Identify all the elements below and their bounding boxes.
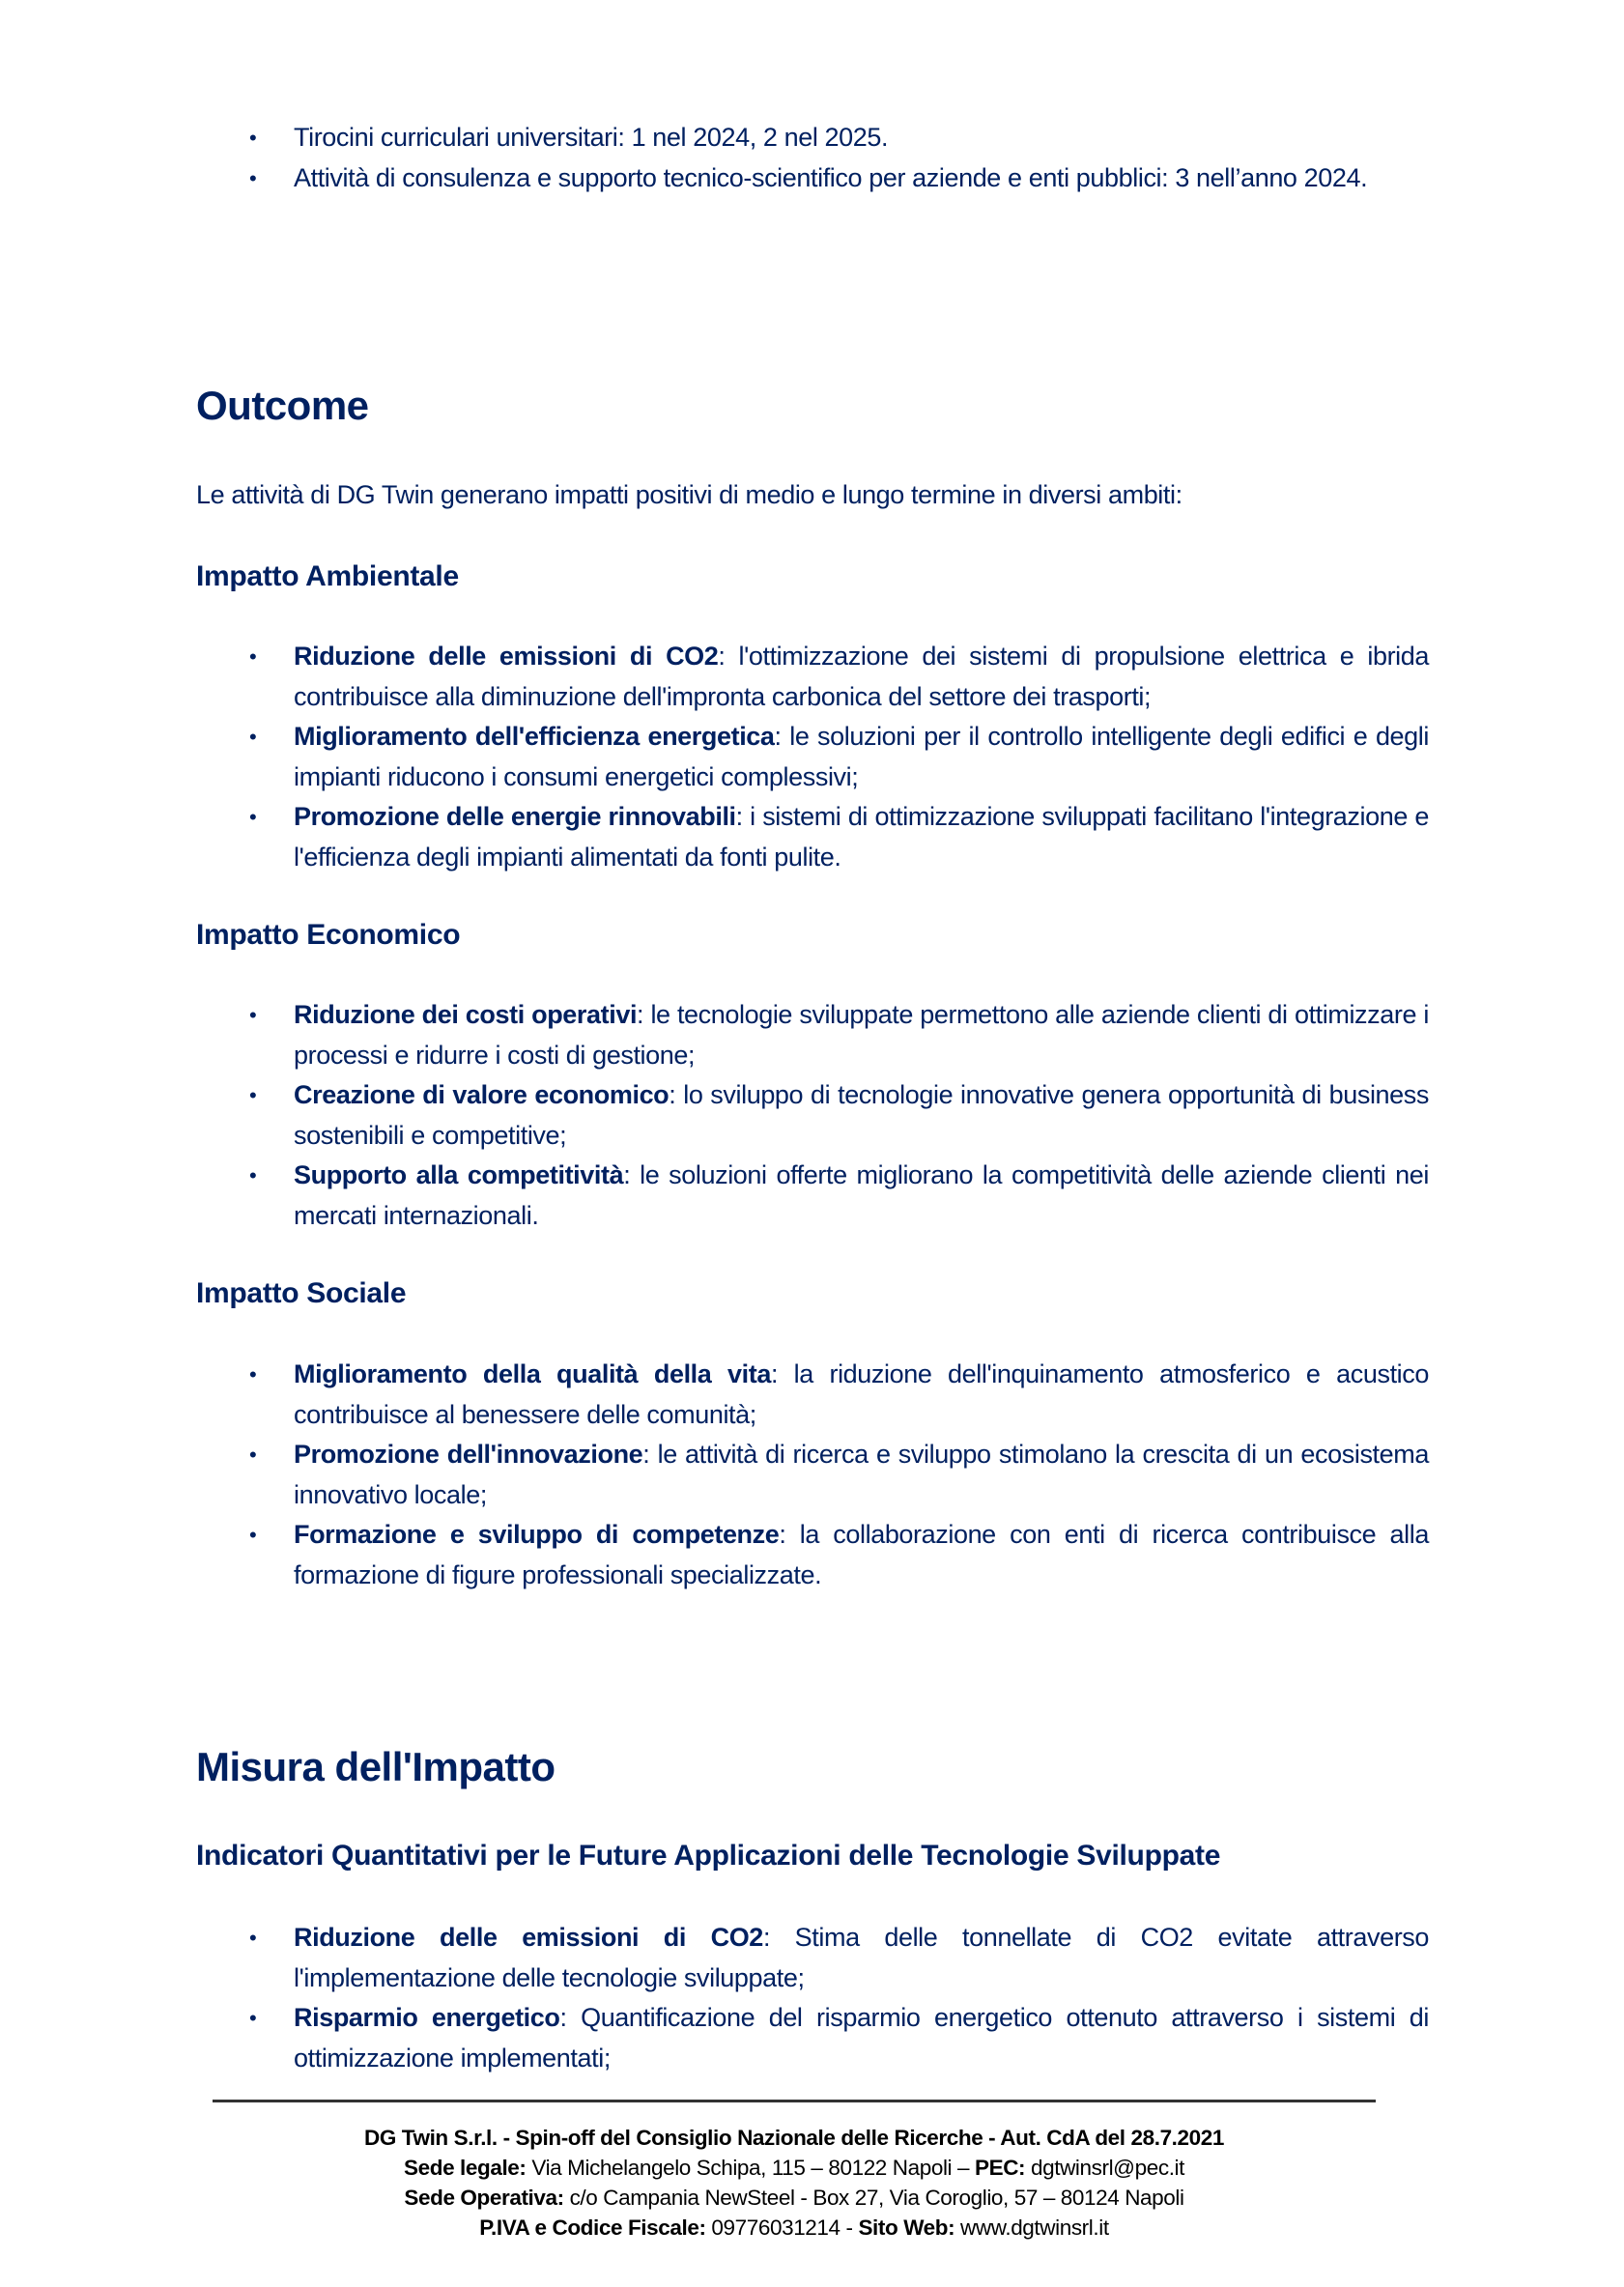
footer-vat-number: 09776031214 - xyxy=(705,2216,859,2240)
list-item xyxy=(196,717,1429,797)
list-item xyxy=(196,995,1429,1075)
list-item-text: : i sistemi di ottimizzazione sviluppati facilitano l'integrazione e l'efficienza degli impianti alimentati da fonti pulite. xyxy=(294,802,1429,872)
footer-legal-address-line xyxy=(213,2153,1376,2183)
footer-label: P.IVA e Codice Fiscale: xyxy=(479,2216,706,2240)
bullet-icon: • xyxy=(249,805,257,829)
bullet-icon: • xyxy=(249,2006,257,2030)
footer-website-link[interactable]: www.dgtwinsrl.it xyxy=(954,2216,1109,2240)
footer-company-line xyxy=(213,2123,1376,2153)
list-item-text: : la collaborazione con enti di ricerca contribuisce alla formazione di figure professionali specializzate. xyxy=(294,1520,1429,1589)
footer-label: Sito Web: xyxy=(858,2216,955,2240)
bullet-icon: • xyxy=(249,1083,257,1107)
misura-subheading: Indicatori Quantitativi per le Future Applicazioni delle Tecnologie Sviluppate xyxy=(196,1840,1221,1872)
list-item-term: Riduzione dei costi operativi xyxy=(294,1000,638,1029)
bullet-icon: • xyxy=(249,126,257,150)
misura-heading: Misura dell'Impatto xyxy=(196,1744,556,1789)
list-item xyxy=(196,1918,1429,1998)
list-item-text: : Quantificazione del risparmio energetico ottenuto attraverso i sistemi di ottimizzazione implementati; xyxy=(294,2003,1430,2073)
outcome-heading: Outcome xyxy=(196,383,369,428)
list-item-text: : lo sviluppo di tecnologie innovative genera opportunità di business sostenibili e competitive; xyxy=(294,1080,1429,1150)
bullet-icon: • xyxy=(249,644,257,669)
footer-operative-address: c/o Campania NewSteel - Box 27, Via Coroglio, 57 – 80124 Napoli xyxy=(563,2186,1184,2210)
list-item xyxy=(196,797,1429,877)
footer-label: Sede Operativa: xyxy=(404,2186,564,2210)
bullet-icon: • xyxy=(249,1003,257,1027)
footer xyxy=(213,2123,1376,2243)
list-item xyxy=(196,1156,1429,1236)
misura-list xyxy=(196,1918,1429,2078)
list-item-text: : l'ottimizzazione dei sistemi di propulsione elettrica e ibrida contribuisce alla diminuzione dell'impronta carbonica del settore dei trasporti; xyxy=(294,642,1429,711)
footer-vat-line xyxy=(213,2213,1376,2243)
list-item-text: : le soluzioni offerte migliorano la competitività delle aziende clienti nei mercati internazionali. xyxy=(294,1160,1430,1230)
bullet-icon: • xyxy=(249,1362,257,1386)
footer-operative-address-line xyxy=(213,2183,1376,2213)
list-item xyxy=(196,1515,1429,1595)
list-item-text: : le soluzioni per il controllo intelligente degli edifici e degli impianti riducono i consumi energetici complessivi; xyxy=(294,722,1429,791)
list-item-term: Promozione dell'innovazione xyxy=(294,1440,643,1469)
list-item-term: Creazione di valore economico xyxy=(294,1080,670,1109)
bullet-icon: • xyxy=(249,1523,257,1547)
economico-list xyxy=(196,995,1429,1236)
list-item xyxy=(196,1075,1429,1156)
section-heading-economico: Impatto Economico xyxy=(196,919,461,951)
bullet-icon: • xyxy=(249,725,257,749)
list-item-text: : le attività di ricerca e sviluppo stimolano la crescita di un ecosistema innovativo locale; xyxy=(294,1440,1429,1509)
list-item-term: Risparmio energetico xyxy=(294,2003,560,2032)
footer-label: Sede legale: xyxy=(404,2156,527,2180)
footer-pec-link[interactable]: dgtwinsrl@pec.it xyxy=(1025,2156,1184,2180)
intro-list xyxy=(196,118,1429,198)
bullet-icon: • xyxy=(249,165,257,190)
list-item xyxy=(196,118,1429,158)
footer-divider xyxy=(213,2100,1376,2102)
list-item xyxy=(196,1435,1429,1515)
sociale-list xyxy=(196,1355,1429,1595)
list-item-term: Riduzione delle emissioni di CO2 xyxy=(294,1923,763,1952)
bullet-icon: • xyxy=(249,1163,257,1187)
list-item xyxy=(196,158,1429,199)
list-item-term: Promozione delle energie rinnovabili xyxy=(294,802,736,831)
section-heading-sociale: Impatto Sociale xyxy=(196,1277,407,1309)
footer-company: DG Twin S.r.l. - Spin-off del Consiglio Nazionale delle Ricerche - Aut. CdA del 28.7.2021 xyxy=(364,2126,1224,2150)
list-item-term: Miglioramento dell'efficienza energetica xyxy=(294,722,775,751)
list-item-text: Attività di consulenza e supporto tecnico-scientifico per aziende e enti pubblici: 3 nell’anno 2024. xyxy=(294,162,1368,192)
list-item-text: : le tecnologie sviluppate permettono alle aziende clienti di ottimizzare i processi e ridurre i costi di gestione; xyxy=(294,1000,1429,1070)
list-item-term: Riduzione delle emissioni di CO2 xyxy=(294,642,719,671)
list-item xyxy=(196,1998,1429,2078)
ambientale-list xyxy=(196,637,1429,877)
list-item-text: : la riduzione dell'inquinamento atmosferico e acustico contribuisce al benessere delle comunità; xyxy=(294,1359,1429,1429)
list-item-text: : Stima delle tonnellate di CO2 evitate attraverso l'implementazione delle tecnologie sviluppate; xyxy=(294,1923,1429,1992)
footer-label: PEC: xyxy=(974,2156,1026,2180)
list-item-term: Supporto alla competitività xyxy=(294,1160,624,1189)
section-heading-ambientale: Impatto Ambientale xyxy=(196,560,459,592)
outcome-intro: Le attività di DG Twin generano impatti positivi di medio e lungo termine in diversi ambiti: xyxy=(196,480,1182,509)
list-item xyxy=(196,637,1429,717)
list-item-term: Formazione e sviluppo di competenze xyxy=(294,1520,780,1549)
bullet-icon: • xyxy=(249,1926,257,1950)
list-item-text: Tirocini curriculari universitari: 1 nel 2024, 2 nel 2025. xyxy=(294,123,889,152)
list-item xyxy=(196,1355,1429,1435)
list-item-term: Miglioramento della qualità della vita xyxy=(294,1359,771,1388)
footer-legal-address: Via Michelangelo Schipa, 115 – 80122 Napoli – xyxy=(526,2156,975,2180)
bullet-icon: • xyxy=(249,1443,257,1467)
